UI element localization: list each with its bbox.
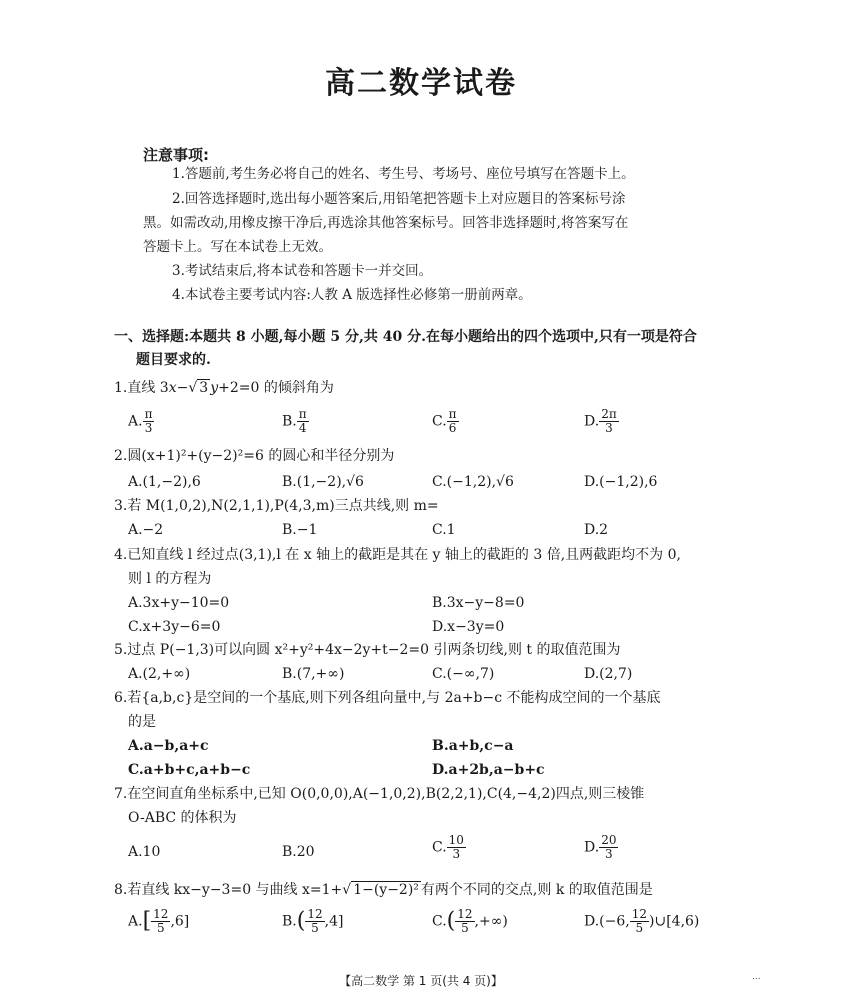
denominator: 3 — [605, 421, 613, 435]
q3-option-a[interactable]: A.−2 — [128, 522, 164, 538]
q8-radicand: 1−(y−2)² — [353, 882, 419, 898]
option-letter: A. — [128, 913, 143, 930]
fraction — [305, 908, 324, 935]
page-title: 高二数学试卷 — [325, 66, 517, 101]
denominator: 3 — [452, 847, 461, 861]
denominator: 5 — [461, 921, 469, 935]
question-4-stem-2: 则 l 的方程为 — [128, 571, 212, 587]
option-letter: C. — [432, 413, 447, 430]
notice-line-5: 3.考试结束后,将本试卷和答题卡一并交回。 — [172, 263, 433, 279]
q1-radicand: 3 — [199, 380, 209, 396]
notice-line-3: 黑。如需改动,用橡皮擦干净后,再选涂其他答案标号。回答非选择题时,将答案写在 — [143, 215, 629, 231]
fraction — [143, 408, 155, 435]
notice-line-2: 2.回答选择题时,选出每小题答案后,用铅笔把答题卡上对应题目的答案标号涂 — [172, 191, 626, 207]
q3-option-c[interactable]: C.1 — [432, 522, 456, 538]
denominator: 4 — [298, 421, 307, 435]
q5-option-b[interactable]: B.(7,+∞) — [282, 666, 345, 682]
q6-option-d[interactable]: D.a+2b,a−b+c — [432, 762, 545, 778]
page-footer: 【高二数学 第 1 页(共 4 页)】 — [339, 974, 503, 988]
q8-text-b: 有两个不同的交点,则 k 的取值范围是 — [420, 882, 653, 898]
question-1-stem — [114, 378, 334, 398]
q2-option-a[interactable]: A.(1,−2),6 — [128, 474, 201, 490]
question-3-stem: 3.若 M(1,0,2),N(2,1,1),P(4,3,m)三点共线,则 m= — [114, 498, 439, 514]
question-6-stem-1: 6.若{a,b,c}是空间的一个基底,则下列各组向量中,与 2a+b−c 不能构成空间的一个基底 — [114, 690, 661, 706]
option-letter: D. — [584, 413, 600, 430]
interval-tail: ,6] — [170, 913, 190, 930]
option-letter: A. — [128, 413, 143, 430]
q1-text-b: +2=0 的倾斜角为 — [218, 380, 334, 396]
bracket: [ — [142, 908, 152, 934]
q5-option-a[interactable]: A.(2,+∞) — [128, 666, 191, 682]
notice-line-6: 4.本试卷主要考试内容:人教 A 版选择性必修第一册前两章。 — [172, 287, 532, 303]
radical-icon: √ — [188, 380, 198, 396]
option-letter: C. — [432, 913, 447, 930]
section-heading — [114, 326, 734, 372]
q5-option-d[interactable]: D.(2,7) — [584, 666, 633, 682]
q7-option-d[interactable] — [584, 834, 618, 861]
option-letter: B. — [282, 913, 297, 930]
q4-option-b[interactable]: B.3x−y−8=0 — [432, 595, 525, 611]
q3-option-d[interactable]: D.2 — [584, 522, 609, 538]
q8-text-a: 8.若直线 kx−y−3=0 与曲线 x=1+ — [114, 882, 343, 898]
numerator: 12 — [631, 907, 648, 921]
q1-option-b[interactable] — [282, 408, 309, 435]
numerator: 10 — [448, 833, 464, 847]
q4-option-d[interactable]: D.x−3y=0 — [432, 619, 505, 635]
bracket: ( — [296, 908, 306, 934]
q1-option-a[interactable] — [128, 408, 154, 435]
numerator: π — [448, 407, 457, 421]
q4-option-a[interactable]: A.3x+y−10=0 — [128, 595, 230, 611]
numerator: 20 — [601, 833, 617, 847]
q2-option-c[interactable]: C.(−1,2),√6 — [432, 474, 514, 490]
option-letter: D.(−6, — [584, 913, 630, 930]
q1-minus: − — [176, 380, 189, 396]
interval-tail: ,4] — [324, 913, 344, 930]
interval-tail: )∪[4,6) — [649, 913, 700, 930]
bracket: ( — [446, 908, 456, 934]
fraction — [297, 408, 309, 435]
q1-text-a: 直线 3 — [127, 380, 169, 396]
q4-option-c[interactable]: C.x+3y−6=0 — [128, 619, 221, 635]
numerator: 2π — [601, 407, 617, 421]
fraction — [455, 908, 474, 935]
question-7-stem-1: 7.在空间直角坐标系中,已知 O(0,0,0),A(−1,0,2),B(2,2,1),C(4,−4,2)四点,则三棱锥 — [114, 786, 645, 802]
q8-option-c[interactable] — [432, 908, 508, 935]
question-5-stem: 5.过点 P(−1,3)可以向圆 x²+y²+4x−2y+t−2=0 引两条切线,则 t 的取值范围为 — [114, 642, 621, 658]
q2-option-d[interactable]: D.(−1,2),6 — [584, 474, 658, 490]
fraction — [599, 834, 618, 861]
question-7-stem-2: O-ABC 的体积为 — [128, 810, 237, 826]
q6-option-c[interactable]: C.a+b+c,a+b−c — [128, 762, 251, 778]
q1-option-d[interactable] — [584, 408, 619, 435]
q7-option-b[interactable]: B.20 — [282, 844, 315, 860]
numerator: π — [144, 407, 153, 421]
question-6-stem-2: 的是 — [128, 714, 156, 730]
fraction — [151, 908, 170, 935]
q1-var-y: y — [210, 380, 219, 396]
q1-var-x: x — [168, 380, 177, 396]
q6-option-b[interactable]: B.a+b,c−a — [432, 738, 514, 754]
q7-option-c[interactable] — [432, 834, 466, 861]
option-letter: B. — [282, 413, 297, 430]
section-line-1: 一、选择题:本题共 8 小题,每小题 5 分,共 40 分.在每小题给出的四个选项中,只有一项是符合 — [114, 329, 697, 345]
section-line-2: 题目要求的. — [136, 352, 211, 368]
q5-option-c[interactable]: C.(−∞,7) — [432, 666, 495, 682]
denominator: 6 — [448, 421, 457, 435]
question-2-stem: 2.圆(x+1)²+(y−2)²=6 的圆心和半径分别为 — [114, 448, 395, 464]
option-letter: D. — [584, 839, 600, 856]
denominator: 5 — [635, 921, 644, 935]
radical-icon: √ — [342, 882, 352, 898]
q3-option-b[interactable]: B.−1 — [282, 522, 318, 538]
numerator: 12 — [153, 907, 169, 921]
q6-option-a[interactable]: A.a−b,a+c — [128, 738, 209, 754]
notice-line-4: 答题卡上。写在本试卷上无效。 — [143, 239, 332, 255]
q8-option-a[interactable] — [128, 908, 189, 935]
denominator: 3 — [605, 847, 613, 861]
q1-option-c[interactable] — [432, 408, 459, 435]
fraction — [447, 834, 466, 861]
q8-option-b[interactable] — [282, 908, 343, 935]
question-8-stem — [114, 880, 653, 900]
interval-tail: ,+∞) — [474, 913, 508, 930]
denominator: 3 — [144, 421, 153, 435]
q7-option-a[interactable]: A.10 — [128, 844, 161, 860]
corner-mark: ... — [752, 972, 761, 982]
q2-option-b[interactable]: B.(1,−2),√6 — [282, 474, 364, 490]
fraction — [630, 908, 649, 935]
option-letter: C. — [432, 839, 447, 856]
fraction — [599, 408, 619, 435]
numerator: 12 — [457, 907, 473, 921]
numerator: 12 — [307, 907, 323, 921]
denominator: 5 — [311, 921, 319, 935]
denominator: 5 — [156, 921, 165, 935]
notice-line-1: 1.答题前,考生务必将自己的姓名、考生号、考场号、座位号填写在答题卡上。 — [172, 166, 635, 182]
notice-heading: 注意事项: — [143, 146, 209, 164]
fraction — [447, 408, 459, 435]
q8-option-d[interactable] — [584, 908, 699, 935]
question-4-stem-1: 4.已知直线 l 经过点(3,1),l 在 x 轴上的截距是其在 y 轴上的截距的 3 倍,且两截距均不为 0, — [114, 547, 681, 563]
numerator: π — [298, 407, 307, 421]
question-number: 1. — [114, 380, 128, 396]
